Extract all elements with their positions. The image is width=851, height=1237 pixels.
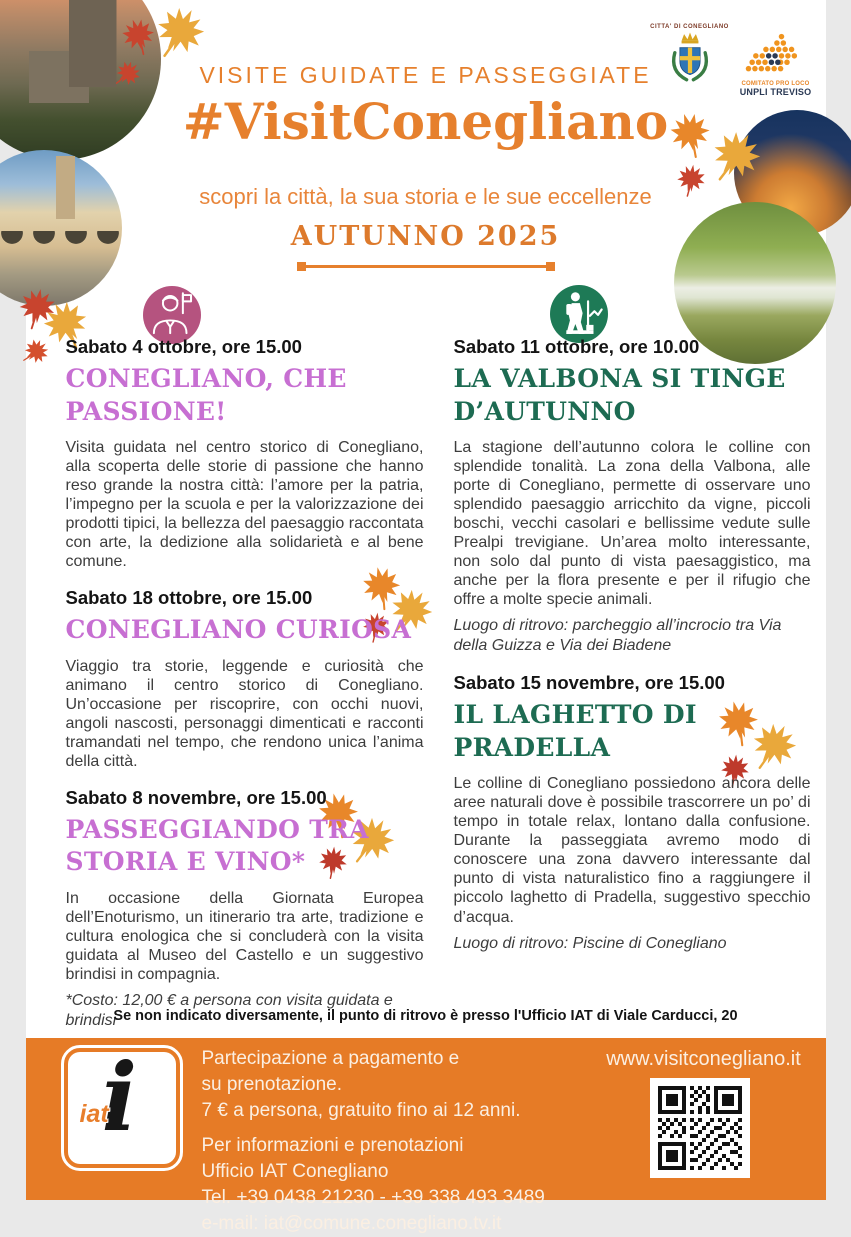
event-date: Sabato 4 ottobre, ore 15.00 [66, 336, 424, 358]
event-description: Le colline di Conegliano possiedono ancora delle aree naturali dove è possibile trascorrere un po’ di tempo in totale relax, lontano dalla confusione. Durante la passeggiata avremo modo di conoscere una zona davvero interessante dal punto di vista naturalistico fino a raggiungere il piccolo laghetto di Pradella, suggestivo specchio d’acqua. [454, 774, 811, 926]
event-title: LA VALBONA SI TINGE D’AUTUNNO [454, 363, 811, 428]
event-meeting-point-note: Luogo di ritrovo: parcheggio all’incrocio tra Via della Guizza e Via dei Biadene [454, 616, 811, 656]
default-meeting-point-note: Se non indicato diversamente, il punto di ritrovo è presso l'Ufficio IAT di Viale Carducci, 20 [26, 1008, 826, 1024]
event-description: Visita guidata nel centro storico di Conegliano, alla scoperta delle storie di passione che hanno reso grande la nostra città: l’amore per la patria, l’impegno per la scuola e per la valorizzazione dei prodotti tipici, la bellezza del paesaggio raccontata con arte, la dedizione alla solidarietà e al bene comune. [66, 438, 424, 571]
iat-logo [68, 1052, 176, 1164]
event-date: Sabato 15 novembre, ore 15.00 [454, 672, 811, 694]
season-divider [297, 262, 555, 271]
events-column-left [66, 336, 424, 1031]
page-title: #VisitConegliano [26, 92, 826, 151]
footer-info-block [202, 1046, 612, 1237]
hiker-icon [550, 285, 608, 343]
iat-logo-text: iat [80, 1100, 109, 1129]
unpli-logo [732, 32, 820, 97]
unpli-logo-line2: UNPLI TREVISO [732, 87, 820, 97]
contact-line: Ufficio IAT Conegliano [202, 1159, 612, 1185]
event-title: CONEGLIANO CURIOSA [66, 614, 424, 647]
event-description: Viaggio tra storie, leggende e curiosità che animano il centro storico di Conegliano. Un’occasione per riscoprire, con occhi nuovi, angoli nascosti, personaggi dimenticati e racconti tramandati nel tempo, che rendono unica l’anima della città. [66, 657, 424, 771]
footer [26, 1038, 826, 1200]
contact-line: Per informazioni e prenotazioni [202, 1133, 612, 1159]
season-label: AUTUNNO 2025 [26, 221, 826, 252]
comune-logo [648, 24, 732, 99]
event-meeting-point-note: Luogo di ritrovo: Piscine di Conegliano [454, 934, 811, 954]
event-description: In occasione della Giornata Europea dell’Enoturismo, un itinerario tra arte, tradizione e cultura enologica che si concluderà con la visita guidata al Museo del Castello e un suggestivo brindisi in compagnia. [66, 889, 424, 984]
qr-code[interactable] [650, 1078, 750, 1178]
phone-line: Tel. +39 0438 21230 - +39 338 493 3489 [202, 1185, 612, 1211]
event-date: Sabato 11 ottobre, ore 10.00 [454, 336, 811, 358]
website-link[interactable]: www.visitconegliano.it [582, 1048, 826, 1071]
flyer-page [26, 0, 826, 1200]
participation-line: su prenotazione. [202, 1072, 612, 1098]
email-line[interactable]: e-mail: iat@comune.conegliano.tv.it [202, 1211, 612, 1237]
event-cost-note: *Costo: 12,00 € a persona con visita guidata e brindisi [66, 991, 424, 1031]
iat-logo-i-glyph: i [102, 1042, 138, 1155]
event-date: Sabato 8 novembre, ore 15.00 [66, 787, 424, 809]
event-date: Sabato 18 ottobre, ore 15.00 [66, 587, 424, 609]
header-kicker: VISITE GUIDATE E PASSEGGIATE [26, 62, 826, 89]
comune-logo-label: CITTA' DI CONEGLIANO [648, 24, 732, 30]
event-title: CONEGLIANO, CHE PASSIONE! [66, 363, 424, 428]
participation-line: Partecipazione a pagamento e [202, 1046, 612, 1072]
unpli-logo-line1: COMITATO PRO LOCO [732, 81, 820, 87]
header-subtitle: scopri la città, la sua storia e le sue eccellenze [26, 184, 826, 210]
events-column-right [454, 336, 811, 954]
city-crest-icon [663, 30, 717, 94]
participation-line: 7 € a persona, gratuito fino ai 12 anni. [202, 1098, 612, 1124]
event-title: PASSEGGIANDO TRA STORIA E VINO* [66, 814, 424, 879]
event-description: La stagione dell’autunno colora le colline con splendide tonalità. La zona della Valbona, alle porte di Conegliano, permette di osservare uno splendido paesaggio arricchito da vigne, piccoli boschi, vecchi casolari e bellissime vedute sulle Prealpi trevigiane. Un’area molto interessante, non solo dal punto di vista paesaggistico, ma anche per la flora presente e per il rifugio che offre a molte specie animali. [454, 438, 811, 609]
unpli-dots-icon [736, 32, 816, 76]
event-title: IL LAGHETTO DI PRADELLA [454, 699, 811, 764]
